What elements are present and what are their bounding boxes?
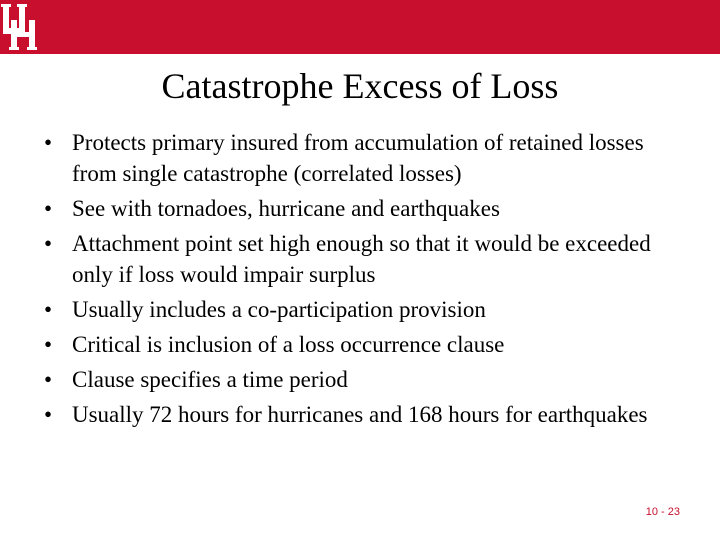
bullet-text: Critical is inclusion of a loss occurrence clause [72,332,505,357]
bullet-text: Usually 72 hours for hurricanes and 168 hours for earthquakes [72,402,648,427]
bullet-item [44,228,684,290]
bullet-dot: • [44,130,53,155]
bullet-text: Attachment point set high enough so that it would be exceeded only if loss would impair surplus [72,231,651,287]
bullet-item [44,399,684,430]
bullet-item [44,294,684,325]
page-number: 10 - 23 [645,506,680,518]
bullet-text: Protects primary insured from accumulation of retained losses from single catastrophe (correlated losses) [72,130,644,186]
bullet-item [44,127,684,189]
uh-logo-icon [0,0,46,54]
bullet-dot: • [44,196,53,221]
bullet-item [44,329,684,360]
header-bar [0,0,720,54]
bullet-list [44,127,684,434]
bullet-text: Clause specifies a time period [72,367,348,392]
slide-title: Catastrophe Excess of Loss [161,66,559,106]
bullet-dot: • [44,402,53,427]
bullet-dot: • [44,332,53,357]
bullet-text: See with tornadoes, hurricane and earthquakes [72,196,500,221]
bullet-item [44,193,684,224]
bullet-dot: • [44,297,53,322]
bullet-item [44,364,684,395]
bullet-dot: • [44,367,53,392]
bullet-text: Usually includes a co-participation provision [72,297,486,322]
bullet-dot: • [44,231,53,256]
